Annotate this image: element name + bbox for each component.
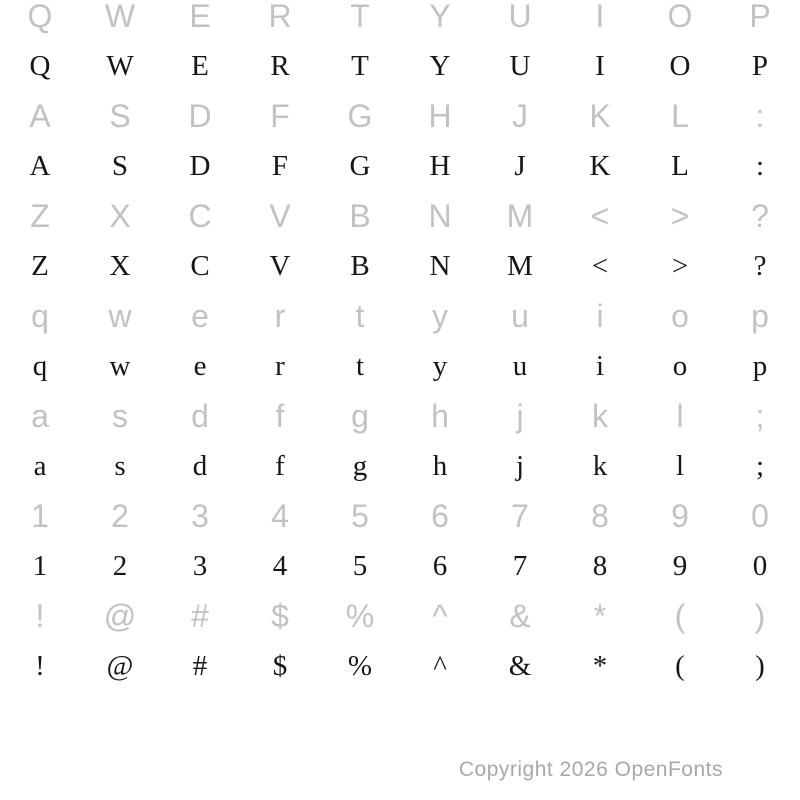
glyph: ; [755,398,765,434]
glyph: X [109,250,131,282]
glyph: ( [675,650,685,682]
glyph: ( [674,598,686,634]
glyph: i [595,350,605,382]
glyph: N [428,198,452,234]
glyph: ) [754,598,766,634]
glyph: H [428,98,452,134]
glyph: r [275,350,285,382]
glyph: i [596,298,604,334]
glyph: C [190,250,210,282]
glyph-row-specimen [0,441,800,491]
glyph: ^ [433,650,447,682]
glyph: a [33,450,47,482]
glyph: G [347,98,373,134]
glyph-row-reference [0,0,800,41]
glyph: 1 [32,550,48,582]
glyph: D [189,150,211,182]
glyph: 7 [512,550,528,582]
glyph: J [514,150,526,182]
glyph: : [755,150,765,182]
glyph-row-reference [0,91,800,141]
glyph: Y [429,0,451,34]
glyph: # [191,598,209,634]
glyph: W [106,50,134,82]
glyph: e [193,350,207,382]
glyph: U [509,50,531,82]
glyph: w [108,298,132,334]
glyph: & [508,650,532,682]
glyph: Q [27,0,53,34]
glyph: # [192,650,208,682]
glyph: ) [755,650,765,682]
glyph: F [271,150,289,182]
glyph-row-reference [0,591,800,641]
glyph: y [432,350,448,382]
glyph-row-specimen [0,241,800,291]
glyph: ; [755,450,765,482]
glyph: % [347,650,373,682]
glyph: T [350,0,370,34]
glyph: 3 [192,550,208,582]
glyph: @ [106,650,134,682]
glyph-row-specimen [0,641,800,691]
glyph: > [671,250,689,282]
glyph-row-specimen [0,341,800,391]
glyph: k [592,450,608,482]
glyph: w [109,350,131,382]
glyph: * [593,598,607,634]
glyph: P [749,0,771,34]
glyph: K [589,150,611,182]
glyph: Z [31,250,49,282]
glyph: I [595,0,605,34]
glyph: 2 [111,498,129,534]
glyph: 4 [271,498,289,534]
glyph: ? [751,198,769,234]
glyph: A [29,150,51,182]
glyph: r [274,298,286,334]
glyph: 8 [592,550,608,582]
glyph: B [350,250,370,282]
glyph: S [111,150,129,182]
glyph: 9 [671,498,689,534]
glyph: h [432,450,448,482]
glyph-row-reference [0,491,800,541]
glyph: l [675,450,685,482]
glyph: H [429,150,451,182]
glyph: ! [35,598,45,634]
glyph: u [512,350,528,382]
glyph: 0 [751,498,769,534]
glyph: j [516,398,524,434]
glyph: p [751,298,769,334]
glyph: 9 [672,550,688,582]
glyph: t [355,350,365,382]
glyph: f [275,450,285,482]
glyph: L [671,150,689,182]
glyph: g [352,450,368,482]
glyph: f [275,398,285,434]
glyph: d [191,398,209,434]
glyph: o [672,350,688,382]
glyph-row-specimen [0,41,800,91]
glyph: * [592,650,608,682]
glyph: Q [29,50,51,82]
glyph: $ [271,598,289,634]
glyph-row-reference [0,391,800,441]
glyph: a [31,398,49,434]
glyph: L [671,98,689,134]
glyph: J [512,98,528,134]
glyph: C [188,198,212,234]
glyph: Z [30,198,50,234]
glyph: p [752,350,768,382]
glyph: O [669,50,691,82]
glyph-row-reference [0,291,800,341]
glyph: 5 [352,550,368,582]
glyph: @ [103,598,137,634]
glyph: 1 [31,498,49,534]
glyph: u [511,298,529,334]
copyright-footer: Copyright 2026 OpenFonts [458,758,723,781]
glyph: N [429,250,451,282]
glyph: 8 [591,498,609,534]
glyph: y [432,298,448,334]
glyph: T [351,50,369,82]
glyph: d [192,450,208,482]
glyph: W [104,0,136,34]
glyph: 4 [272,550,288,582]
glyph: s [112,398,128,434]
glyph: o [671,298,689,334]
glyph: 3 [191,498,209,534]
glyph: g [351,398,369,434]
glyph-row-specimen [0,541,800,591]
glyph: < [591,250,609,282]
glyph: < [590,198,610,234]
glyph: V [269,250,291,282]
glyph: X [109,198,131,234]
glyph: F [270,98,290,134]
glyph: % [345,598,375,634]
glyph: S [109,98,131,134]
glyph: ? [753,250,767,282]
glyph-row-reference [0,191,800,241]
glyph: e [191,298,209,334]
glyph: l [676,398,684,434]
glyph: > [670,198,690,234]
glyph: $ [272,650,288,682]
glyph: : [755,98,765,134]
glyph: Y [429,50,451,82]
glyph: D [188,98,212,134]
glyph: 2 [112,550,128,582]
glyph: M [506,198,534,234]
glyph: E [189,0,211,34]
glyph-row-specimen [0,141,800,191]
glyph: M [507,250,533,282]
glyph: s [114,450,126,482]
glyph: O [667,0,693,34]
glyph: A [29,98,51,134]
glyph: B [349,198,371,234]
glyph: ^ [432,598,448,634]
glyph: R [268,0,292,34]
glyph: 5 [351,498,369,534]
glyph: E [191,50,209,82]
glyph: K [589,98,611,134]
glyph: q [31,298,49,334]
glyph: 7 [511,498,529,534]
glyph: k [592,398,608,434]
glyph: U [508,0,532,34]
glyph: R [270,50,290,82]
glyph: P [751,50,769,82]
glyph: V [269,198,291,234]
glyph: I [595,50,605,82]
glyph: ! [35,650,45,682]
glyph: & [509,598,531,634]
glyph: j [515,450,525,482]
glyph: 6 [431,498,449,534]
glyph: q [32,350,48,382]
glyph: t [355,298,365,334]
glyph: h [431,398,449,434]
glyph: 6 [432,550,448,582]
glyph: G [349,150,371,182]
glyph: 0 [752,550,768,582]
